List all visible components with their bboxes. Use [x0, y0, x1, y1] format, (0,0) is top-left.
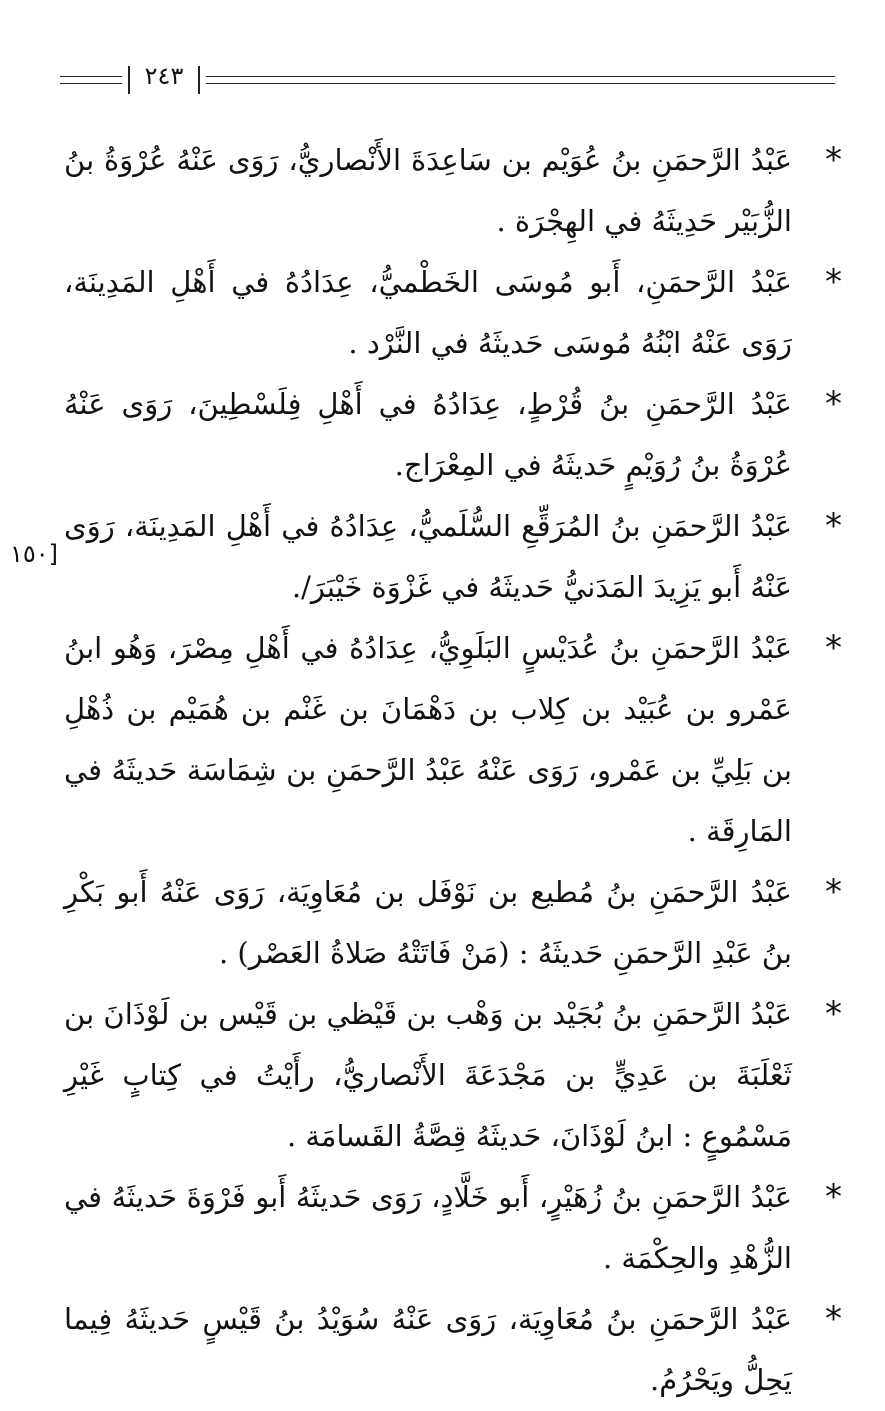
bullet-star-icon: * [825, 384, 842, 424]
header-divider [128, 66, 130, 94]
bullet-star-icon: * [825, 262, 842, 302]
entry-text: عَبْدُ الرَّحمَنِ بنُ عُوَيْم بن سَاعِدَةَ الأَنْصاريُّ، رَوَى عَنْهُ عُرْوَةُ بنُ الزُّبَيْر حَدِيثَهُ في الهِجْرَة . [64, 143, 792, 238]
list-item [64, 496, 842, 618]
bullet-star-icon: * [825, 628, 842, 668]
bullet-star-icon: * [825, 994, 842, 1034]
list-item [64, 252, 842, 374]
header-rule-left [60, 76, 122, 84]
margin-page-reference: [١٥٠ [10, 540, 59, 568]
entry-text: عَبْدُ الرَّحمَنِ بنُ مُعَاوِيَة، رَوَى عَنْهُ سُوَيْدُ بنُ قَيْسٍ حَديثَهُ فِيما يَحِلُّ ويَحْرُمُ. [64, 1302, 792, 1397]
page-number: ٢٤٣ [144, 62, 184, 90]
entry-text: عَبْدُ الرَّحمَنِ، أَبو مُوسَى الخَطْميُّ، عِدَادُهُ في أَهْلِ المَدِينَة، رَوَى عَنْهُ ابْنُهُ مُوسَى حَديثَهُ في النَّرْد . [64, 265, 792, 360]
page-header [60, 64, 835, 100]
list-item [64, 1289, 842, 1411]
entry-text: عَبْدُ الرَّحمَنِ بنُ بُجَيْد بن وَهْب بن قَيْظي بن قَيْس بن لَوْذَانَ بن ثَعْلَبَةَ بن عَدِيٍّ بن مَجْدَعَةَ الأَنْصاريُّ، رأَيْتُ في كِتابٍ غَيْرِ مَسْمُوعٍ : ابنُ لَوْذَانَ، حَديثَهُ قِصَّةُ القَسامَة . [64, 997, 792, 1153]
header-rule-right [206, 76, 835, 84]
list-item [64, 618, 842, 862]
entry-text: عَبْدُ الرَّحمَنِ بنُ زُهَيْرٍ، أَبو خَلَّادٍ، رَوَى حَديثَهُ أَبو فَرْوَةَ حَديثَهُ في الزُّهْدِ والحِكْمَة . [64, 1180, 792, 1275]
bullet-star-icon: * [825, 1299, 842, 1339]
entry-text: عَبْدُ الرَّحمَنِ بنُ مُطيع بن نَوْفَل بن مُعَاوِيَة، رَوَى عَنْهُ أَبو بَكْرِ بنُ عَبْدِ الرَّحمَنِ حَديثَهُ : (مَنْ فَاتَتْهُ صَلاةُ العَصْر) . [64, 875, 792, 970]
bullet-star-icon: * [825, 506, 842, 546]
entry-list [64, 130, 842, 1411]
list-item [64, 374, 842, 496]
bullet-star-icon: * [825, 872, 842, 912]
entry-text: عَبْدُ الرَّحمَنِ بنُ المُرَقِّعِ السُّلَميُّ، عِدَادُهُ في أَهْلِ المَدِينَة، رَوَى عَنْهُ أَبو يَزِيدَ المَدَنيُّ حَديثَهُ في غَزْوَة خَيْبَرَ/. [64, 509, 792, 604]
header-divider [198, 66, 200, 94]
entry-text: عَبْدُ الرَّحمَنِ بنُ عُدَيْسٍ البَلَوِيُّ، عِدَادُهُ في أَهْلِ مِصْرَ، وَهُو ابنُ عَمْرو بن عُبَيْد بن كِلاب بن دَهْمَانَ بن غَنْم بن هُمَيْم بن ذُهْلِ بن بَلِيِّ بن عَمْرو، رَوَى عَنْهُ عَبْدُ الرَّحمَنِ بن شِمَاسَة حَديثَهُ في المَارِقَة . [64, 631, 792, 848]
list-item [64, 1167, 842, 1289]
list-item [64, 130, 842, 252]
list-item [64, 984, 842, 1167]
bullet-star-icon: * [825, 1177, 842, 1217]
bullet-star-icon: * [825, 140, 842, 180]
list-item [64, 862, 842, 984]
entry-text: عَبْدُ الرَّحمَنِ بنُ قُرْطٍ، عِدَادُهُ في أَهْلِ فِلَسْطِينَ، رَوَى عَنْهُ عُرْوَةُ بنُ رُوَيْمٍ حَديثَهُ في المِعْرَاج. [64, 387, 792, 482]
